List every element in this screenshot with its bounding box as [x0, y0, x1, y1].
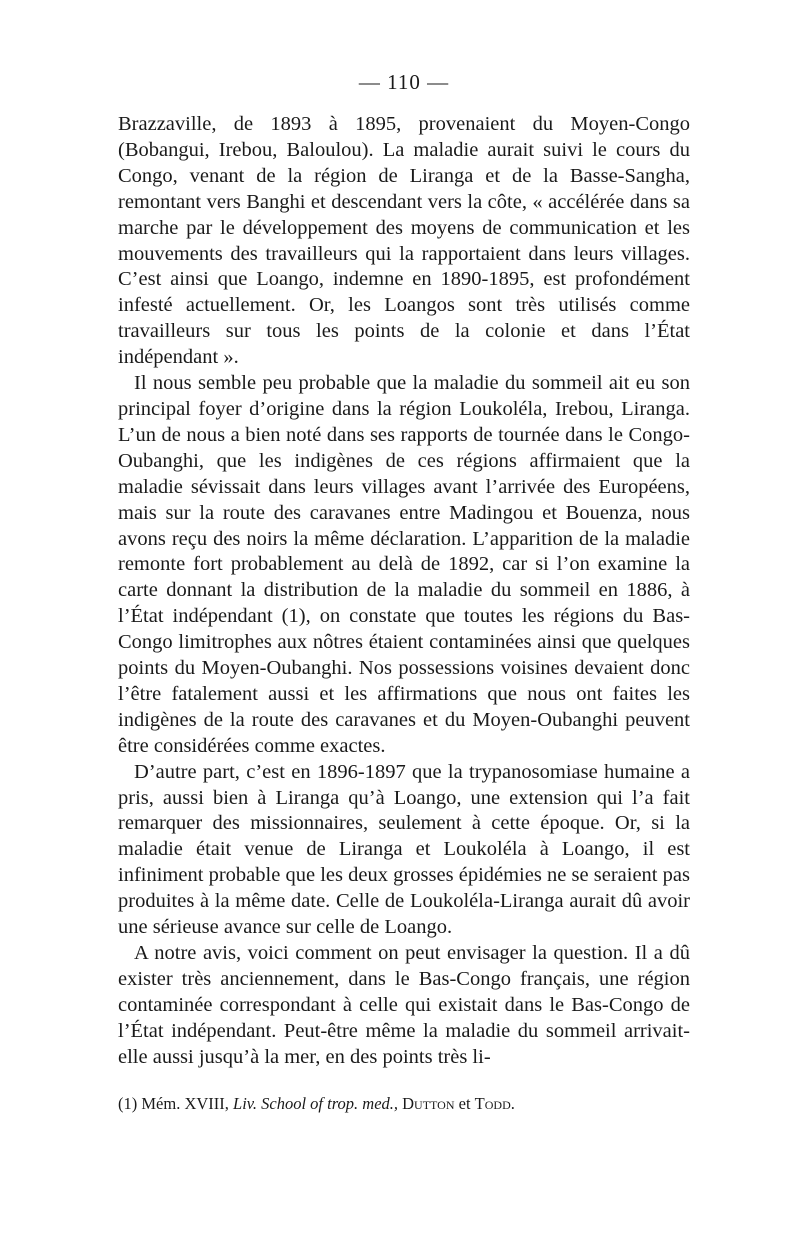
paragraph-4: A notre avis, voici comment on peut envisager la question. Il a dû exister très anciennement, dans le Bas-Congo français, une région contaminée correspondant à celle qui existait dans le Bas-Congo de l’État indépendant. Peut-être même la maladie du sommeil arrivait-elle aussi jusqu’à la mer, en des points très li- [118, 942, 690, 1068]
page-number: — 110 — [358, 70, 450, 94]
paragraph-2: Il nous semble peu probable que la maladie du sommeil ait eu son principal foyer d’origine dans la région Loukoléla, Irebou, Liranga. L’un de nous a bien noté dans ses rapports de tournée dans le Congo-Oubanghi, que les indigènes de ces régions affirmaient que la maladie sévissait dans leurs villages avant l’arrivée des Européens, mais sur la route des caravanes entre Madingou et Bouenza, nous avons reçu des noirs la même déclaration. L’apparition de la maladie remonte fort probablement au delà de 1892, car si l’on examine la carte donnant la distribution de la maladie du sommeil en 1886, à l’État indépendant (1), on constate que toutes les régions du Bas-Congo limitrophes aux nôtres étaient contaminées ainsi que quelques points du Moyen-Oubanghi. Nos possessions voisines devaient donc l’être fatalement aussi et les affirmations que nous ont faites les indigènes de la route des caravanes et du Moyen-Oubanghi peuvent être considérées comme exactes. [118, 372, 690, 757]
paragraph-3: D’autre part, c’est en 1896-1897 que la trypanosomiase humaine a pris, aussi bien à Liranga qu’à Loango, une extension qui l’a fait remarquer des missionnaires, seulement à cette époque. Or, si la maladie était venue de Liranga et Loukoléla à Loango, il est infiniment probable que les deux grosses épidémies ne se seraient pas produites à la même date. Celle de Loukoléla-Liranga aurait dû avoir une sérieuse avance sur celle de Loango. [118, 760, 690, 939]
footnote-author-2: Todd. [474, 1093, 515, 1113]
footnote-author-1: Dutton [402, 1093, 455, 1113]
footnote-ref: Mém. XVIII, [141, 1093, 229, 1113]
document-page [118, 70, 690, 1115]
footnote [118, 1093, 690, 1115]
footnote-conjunction: et [458, 1093, 471, 1113]
footnote-journal: Liv. School of trop. med., [233, 1093, 399, 1113]
paragraph-1: Brazzaville, de 1893 à 1895, provenaient du Moyen-Congo (Bobangui, Irebou, Baloulou). La maladie aurait suivi le cours du Congo, venant de la région de Liranga et de la Basse-Sangha, remontant vers Banghi et descendant vers la côte, « accélérée dans sa marche par le développement des moyens de communication et les mouvements des travailleurs qui la rapportaient dans leurs villages. C’est ainsi que Loango, indemne en 1890-1895, est profondément infesté actuellement. Or, les Loangos sont très utilisés comme travailleurs sur tous les points de la colonie et dans l’État indépendant ». [118, 113, 690, 369]
footnote-marker: (1) [118, 1093, 138, 1113]
